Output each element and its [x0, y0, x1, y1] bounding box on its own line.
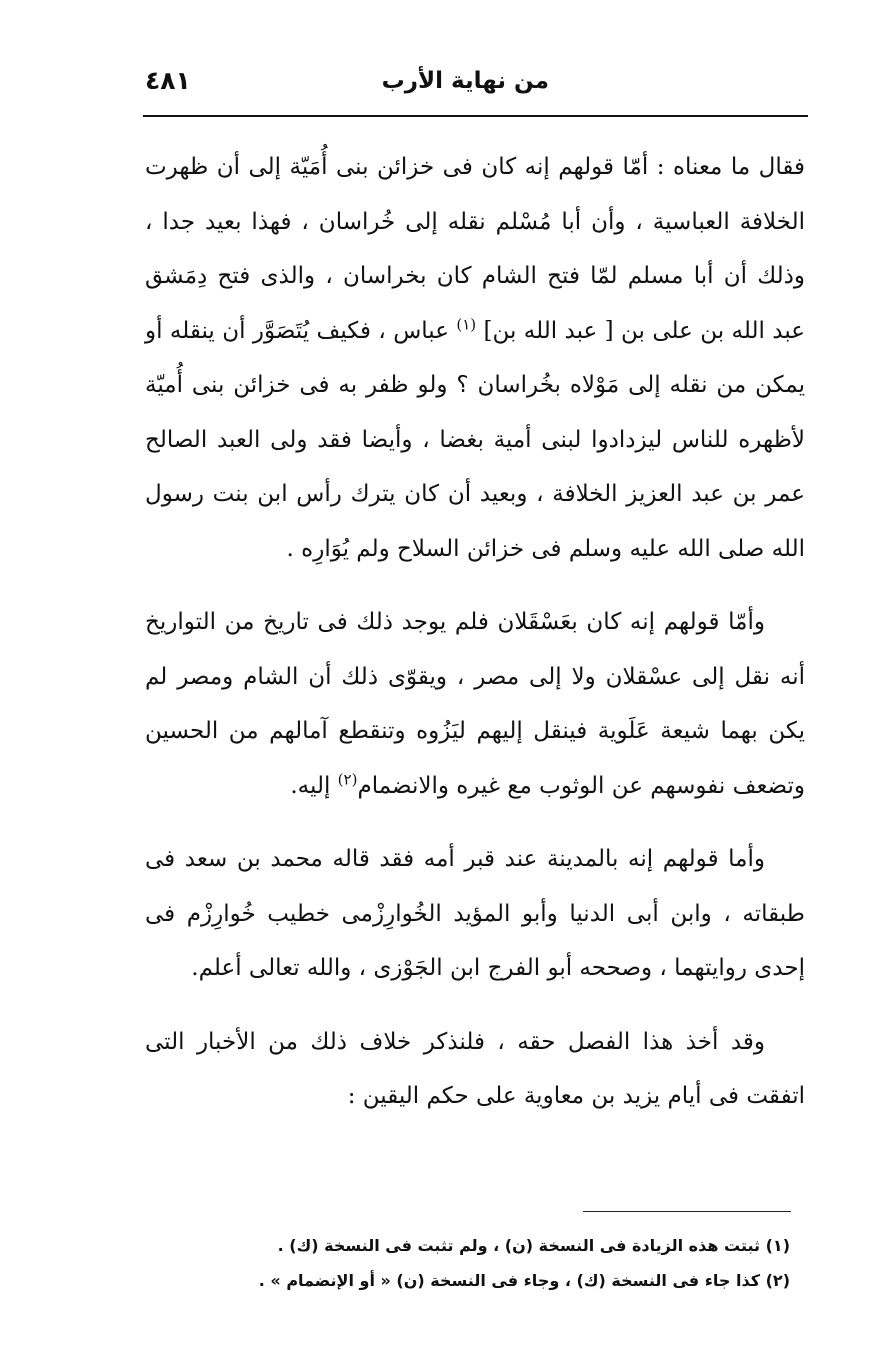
- paragraph-1-text-after: عباس ، فكيف يُتَصَوَّر أن ينقله أو يمكن من نقله إلى مَوْلاه بخُراسان ؟ ولو ظفر به فى خزائن بنى أُميّة لأظهره للناس ليزدادوا لبنى أمية بغضا ، وأيضا فقد ولى العبد الصالح عمر بن عبد العزيز الخلافة ، وبعيد أن كان يترك رأس ابن بنت رسول الله صلى الله عليه وسلم فى خزائن السلاح ولم يُوَارِه .: [145, 317, 805, 562]
- paragraph-4-text: وقد أخذ هذا الفصل حقه ، فلنذكر خلاف ذلك من الأخبار التى اتفقت فى أيام يزيد بن معاوية على حكم اليقين :: [145, 1028, 805, 1109]
- page-number: ٤٨١: [145, 66, 191, 95]
- footnote-marker-2: (٢): [337, 769, 358, 788]
- footnote-rule: [583, 1211, 791, 1212]
- footnote-2: (٢) كذا جاء فى النسخة (ك) ، وجاء فى النسخة (ن) « أو الإنضمام » .: [258, 1271, 790, 1290]
- header-rule: [143, 115, 808, 117]
- paragraph-1: [145, 140, 805, 576]
- footnote-1: (١) ثبتت هذه الزيادة فى النسخة (ن) ، ولم تثبت فى النسخة (ك) .: [277, 1236, 790, 1255]
- paragraph-2-text-after: إليه.: [290, 772, 338, 799]
- paragraph-2-text: وأمّا قولهم إنه كان بعَسْقَلان فلم يوجد ذلك فى تاريخ من التواريخ أنه نقل إلى عسْقلان ولا إلى مصر ، ويقوّى ذلك أن الشام ومصر لم يكن بهما شيعة عَلَوية فينقل إليهم ليَزُوه وتنقطع آمالهم من الحسين وتضعف نفوسهم عن الوثوب مع غيره والانضمام: [145, 609, 805, 799]
- paragraph-3-text: وأما قولهم إنه بالمدينة عند قبر أمه فقد قاله محمد بن سعد فى طبقاته ، وابن أبى الدنيا وأبو المؤيد الخُوارِزْمى خطيب خُوارِزْم فى إحدى روايتهما ، وصححه أبو الفرج ابن الجَوْزى ، والله تعالى أعلم.: [145, 846, 805, 981]
- paragraph-3: [145, 832, 805, 996]
- running-head: [145, 62, 807, 108]
- footnotes: [200, 1228, 790, 1298]
- footnote-marker-1: (١): [456, 314, 477, 333]
- paragraph-4: [145, 1015, 805, 1124]
- paragraph-2: [145, 595, 805, 813]
- paragraph-1-text: فقال ما معناه : أمّا قولهم إنه كان فى خزائن بنى أُمَيّة إلى أن ظهرت الخلافة العباسية ، وأن أبا مُسْلم نقله إلى خُراسان ، فهذا بعيد جدا ، وذلك أن أبا مسلم لمّا فتح الشام كان بخراسان ، والذى فتح دِمَشق عبد الله بن على بن [ عبد الله بن]: [145, 154, 805, 344]
- main-text: [145, 140, 805, 1124]
- running-title: من نهاية الأرب: [381, 68, 549, 94]
